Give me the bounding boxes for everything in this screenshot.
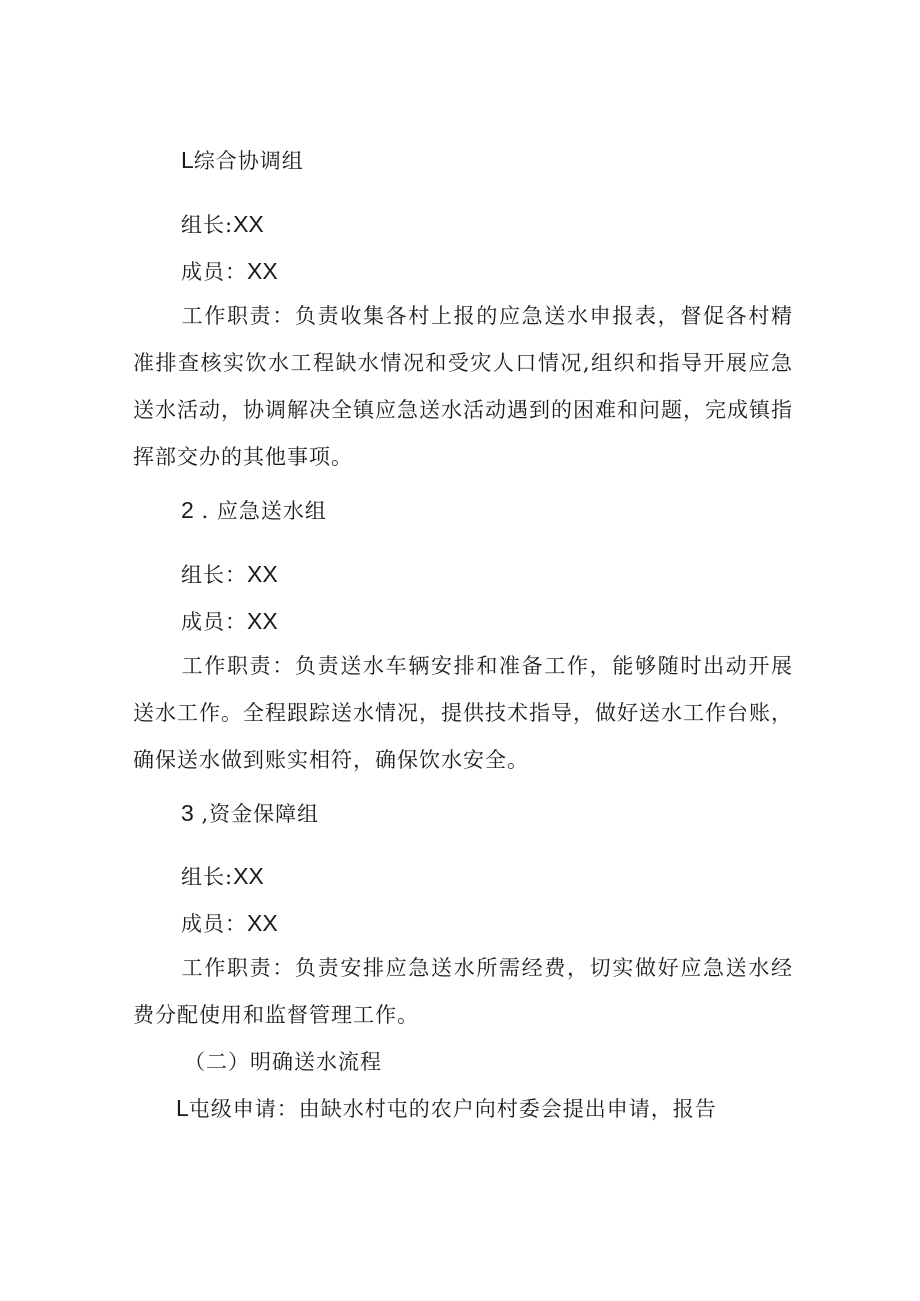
leader-label: 组长： (181, 563, 247, 587)
leader-line-2 (181, 560, 278, 589)
duty-paragraph-1 (133, 293, 793, 481)
step-1-line (176, 1094, 717, 1123)
member-line-3 (181, 909, 278, 938)
step-number: L (176, 1095, 189, 1121)
member-line-2 (181, 607, 278, 636)
duty-text: 工作职责：负责收集各村上报的应急送水申报表，督促各村精准排查核实饮水工程缺水情况和受灾人口情况,组织和指导开展应急送水活动，协调解决全镇应急送水活动遇到的困难和问题，完成镇指挥部交办的其他事项。 (133, 304, 793, 469)
member-label: 成员： (181, 912, 247, 936)
section-heading-2 (181, 496, 327, 525)
heading-text: . 应急送水组 (193, 499, 327, 523)
member-value: XX (247, 608, 278, 634)
leader-line-3 (181, 862, 264, 891)
heading-number: 2 (181, 497, 194, 523)
subsection-title: （二）明确送水流程 (184, 1050, 382, 1074)
leader-value: XX (233, 863, 264, 889)
member-value: XX (247, 910, 278, 936)
member-line-1 (181, 257, 278, 286)
section-heading-3 (181, 799, 319, 828)
member-label: 成员： (181, 260, 247, 284)
duty-text: 工作职责：负责安排应急送水所需经费，切实做好应急送水经费分配使用和监督管理工作。 (133, 956, 793, 1027)
leader-line-1 (181, 210, 264, 239)
step-text: 屯级申请：由缺水村屯的农户向村委会提出申请，报告 (188, 1097, 717, 1121)
section-heading-1 (181, 146, 304, 175)
heading-text: ,资金保障组 (193, 802, 320, 826)
heading-number: L (181, 147, 194, 173)
duty-paragraph-2 (133, 643, 793, 784)
leader-label: 组长: (181, 865, 234, 889)
duty-text: 工作职责：负责送水车辆安排和准备工作，能够随时出动开展送水工作。全程跟踪送水情况，提供技术指导，做好送水工作台账，确保送水做到账实相符，确保饮水安全。 (133, 654, 793, 772)
member-value: XX (247, 258, 278, 284)
leader-value: XX (247, 561, 278, 587)
duty-paragraph-3 (133, 945, 793, 1039)
heading-number: 3 (181, 800, 194, 826)
member-label: 成员： (181, 610, 247, 634)
leader-label: 组长: (181, 213, 234, 237)
heading-text: 综合协调组 (193, 149, 304, 173)
leader-value: XX (233, 211, 264, 237)
